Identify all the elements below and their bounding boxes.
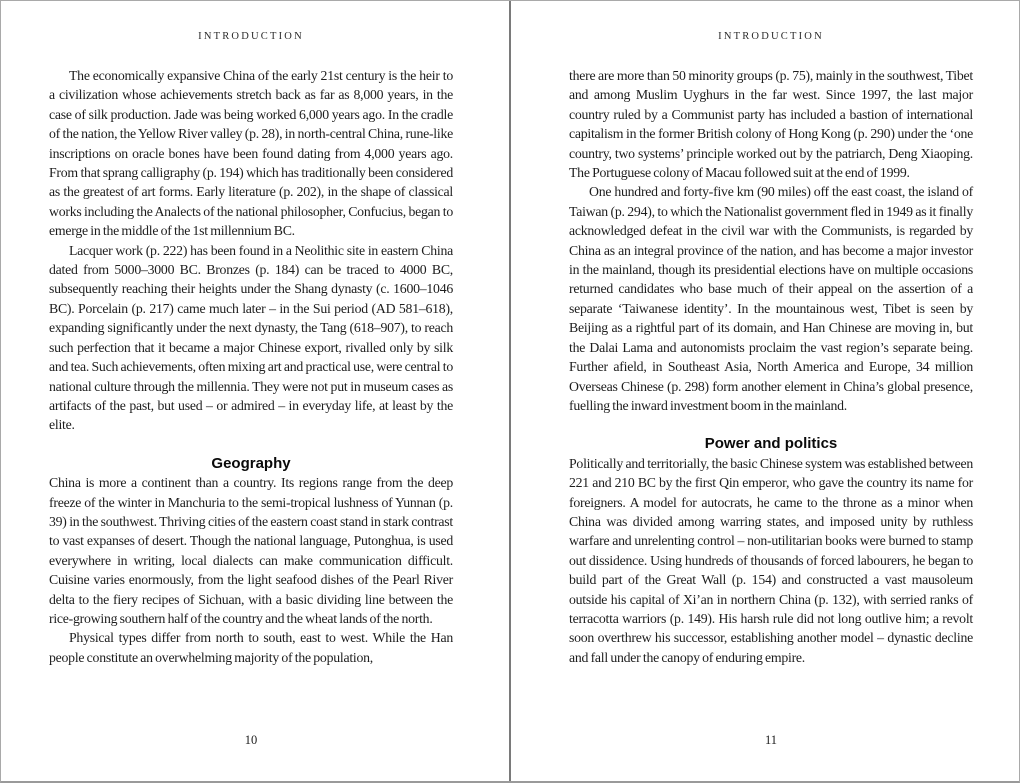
paragraph: China is more a continent than a country. Its regions range from the deep freeze of the winter in Manchuria to the semi-tropical lushness of Yunnan (p. 39) in the southwest. Thriving cities of the eastern coast stand in stark contrast to vast expanses of desert. Though the national language, Putonghua, is used everywhere in writing, local dialects can make communication difficult. Cuisine varies enormously, from the light seafood dishes of the Pearl River delta to the fiery recipes of Sichuan, with a basic dividing line between the rice-growing southern half of the country and the wheat lands of the north.	[49, 475, 453, 626]
page-number: 10	[244, 733, 258, 747]
paragraph: Lacquer work (p. 222) has been found in a Neolithic site in eastern China dated from 5000–3000 BC. Bronzes (p. 184) can be traced to 4000 BC, subsequently reaching their heights under the Shang dynasty (c. 1600–1046 BC). Porcelain (p. 217) came much later – in the Sui period (AD 581–618), expanding significantly under the next dynasty, the Tang (618–907), to reach such perfection that it became a major Chinese export, rivalled only by silk and tea. Such achievements, often mixing art and practical use, were central to national culture through the millennia. They were not put in museum cases as artifacts of the past, but used – or admired – in everyday life, at least by the elite.	[49, 242, 453, 433]
paragraph: Physical types differ from north to south, east to west. While the Han people constitute an overwhelming majority of the population,	[49, 630, 453, 665]
text-column-right	[569, 1, 973, 781]
page-number: 11	[764, 733, 778, 747]
page-left	[1, 1, 509, 781]
page-right	[511, 1, 1019, 781]
paragraph: there are more than 50 minority groups (p. 75), mainly in the southwest, Tibet and among Muslim Uyghurs in the far west. Since 1997, the last major country ruled by a Communist party has included a bastion of international capitalism in the former British colony of Hong Kong (p. 290) under the ‘one country, two systems’ principle worked out by the patriarch, Deng Xiaoping. The Portuguese colony of Macau followed suit at the end of 1999.	[569, 68, 973, 181]
paragraph: One hundred and forty-five km (90 miles) off the east coast, the island of Taiwan (p. 294), to which the Nationalist government fled in 1949 as it finally acknowledged defeat in the civil war with the Communists, is regarded by China as an integral province of the nation, and has become a major investor in the mainland, though its presidential elections have on multiple occasions returned candidates who base much of their appeal on the assertion of a separate ‘Taiwanese identity’. In the mountainous west, Tibet is seen by Beijing as a rightful part of its domain, and Han Chinese are moving in, but the Dalai Lama and autonomists proclaim the vast region’s separate being. Further afield, in Southeast Asia, North America and Europe, 34 million Overseas Chinese (p. 298) form another element in China’s global presence, fuelling the inward investment boom in the mainland.	[569, 184, 973, 413]
page-body-left	[49, 66, 453, 667]
paragraph: Politically and territorially, the basic Chinese system was established between 221 and 210 BC by the first Qin emperor, who gave the country its name for foreigners. A model for autocrats, he came to the throne as a minor when China was divided among warring states, and imposed unity by ruthless warfare and unrelenting control – non-utilitarian books were burned to stamp out dissidence. Using hundreds of thousands of forced labourers, he began to build part of the Great Wall (p. 154) and constructed a vast mausoleum outside his capital of Xi’an in northern China (p. 132), with serried ranks of terracotta warriors (p. 149). His harsh rule did not long outlive him; a revolt soon overthrew his successor, establishing another model – dynastic decline and fall under the canopy of enduring empire.	[569, 455, 973, 665]
paragraph: The economically expansive China of the early 21st century is the heir to a civilization whose achievements stretch back as far as 8,000 years, in the case of silk production. Jade was being worked 6,000 years ago. In the cradle of the nation, the Yellow River valley (p. 28), in north-central China, rune-like inscriptions on oracle bones have been found dating from 4,000 years ago. From that sprang calligraphy (p. 194) which has traditionally been considered as the greatest of art forms. Early literature (p. 202), in the shape of classical works including the Analects of the national philosopher, Confucius, began to emerge in the middle of the 1st millennium BC.	[49, 68, 453, 239]
running-head: INTRODUCTION	[198, 31, 304, 42]
text-column-left	[49, 1, 453, 781]
page-body-right	[569, 66, 973, 667]
running-head: INTRODUCTION	[718, 31, 824, 42]
section-heading-geography: Geography	[211, 454, 291, 472]
section-heading-power-and-politics: Power and politics	[704, 435, 838, 453]
